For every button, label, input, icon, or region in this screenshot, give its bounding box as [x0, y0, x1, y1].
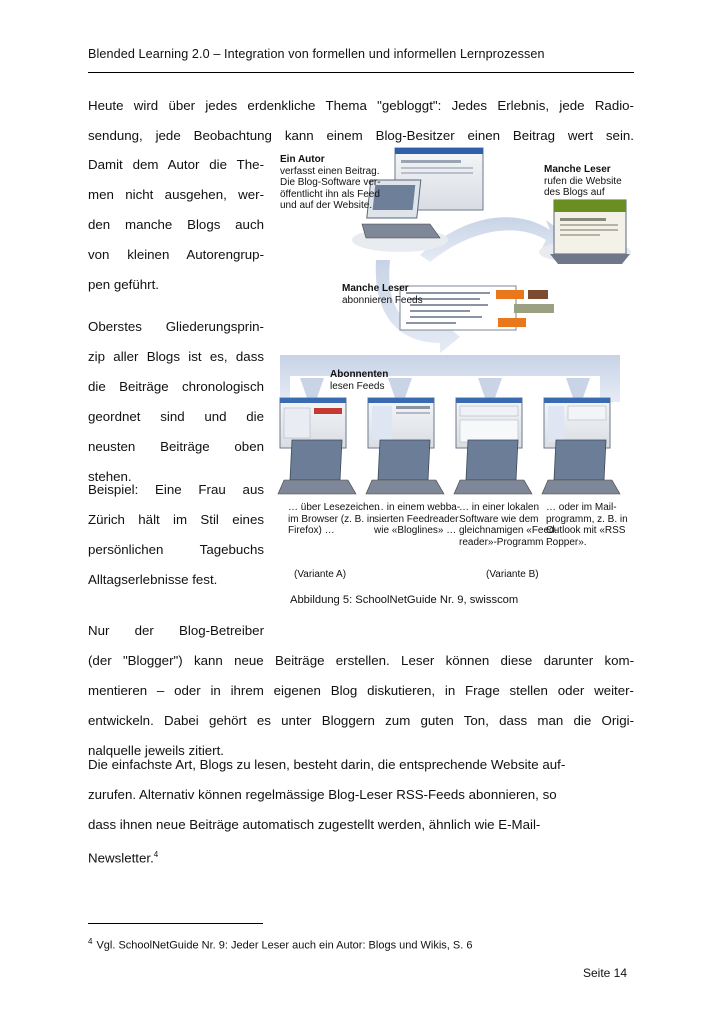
paragraph-beispiel: [88, 475, 264, 595]
label-line: des Blogs auf: [544, 187, 605, 198]
text-line: Oberstes Gliederungsprin-: [88, 319, 264, 334]
text-line: Alltagserlebnisse fest.: [88, 572, 218, 587]
label-variant-b: (Variante B): [486, 569, 539, 580]
text-line: geordnet sind und die: [88, 409, 264, 424]
label-line: Software wie dem: [459, 513, 539, 525]
label-line: rufen die Website: [544, 175, 622, 187]
label-line: Die Blog-Software ver-: [280, 177, 381, 188]
label-readers-website: [544, 164, 622, 199]
label-line: gleichnamigen «Feed-: [459, 525, 558, 536]
text-line: nalquelle jeweils zitiert.: [88, 743, 224, 758]
text-fragment: Newsletter.: [88, 850, 154, 866]
text-line: neusten Beiträge oben: [88, 439, 264, 454]
paragraph-blogger: [88, 646, 634, 766]
text-line: die Beiträge chronologisch: [88, 379, 264, 394]
label-variant-mail: [546, 502, 628, 548]
label-line: öffentlicht ihn als Feed: [280, 188, 380, 200]
paragraph-blogger-first-line: [88, 616, 264, 646]
text-line: men nicht ausgehen, wer-: [88, 187, 264, 202]
laptop-browser: [278, 398, 356, 494]
label-line: verfasst einen Beitrag.: [280, 165, 380, 177]
label-line: wie «Bloglines» …: [374, 525, 457, 536]
text-line: von kleinen Autorengrup-: [88, 247, 264, 262]
text-line: den manche Blogs auch: [88, 217, 264, 232]
label-readers-feeds: [342, 283, 423, 306]
figure-caption: Abbildung 5: SchoolNetGuide Nr. 9, swisscom: [290, 594, 519, 606]
newsgator-badge: [514, 304, 554, 313]
label-line: Outlook mit «RSS: [546, 525, 626, 536]
label-author-title: Ein Autor: [280, 154, 325, 165]
label-variant-local-feedreader: [459, 502, 558, 548]
xml-badge: [496, 290, 524, 299]
label-line: reader»-Programm …: [459, 536, 557, 548]
label-title: Manche Leser: [544, 164, 611, 175]
xml-badge: [498, 318, 526, 327]
blog-diagram-figure: [270, 140, 640, 580]
text-line: persönlichen Tagebuchs: [88, 542, 264, 557]
label-line: programm, z. B. in: [546, 513, 628, 525]
label-variant-a: (Variante A): [294, 569, 347, 580]
text-line: entwickeln. Dabei gehört es unter Bloggern zum guten Ton, dass man die Origi-: [88, 713, 634, 728]
paragraph-autorengruppen: [88, 150, 264, 300]
text-line: Nur der Blog-Betreiber: [88, 623, 264, 638]
label-line: … über Lesezeichen: [288, 502, 380, 513]
label-title: Manche Leser: [342, 283, 409, 294]
text-line: zurufen. Alternativ können regelmässige Blog-Leser RSS-Feeds abonnieren, so: [88, 787, 557, 802]
text-line: Damit dem Autor die The-: [88, 157, 264, 172]
footnote-reference[interactable]: 4: [153, 850, 159, 859]
text-line: zip aller Blogs ist es, dass: [88, 349, 264, 364]
footnote-number: 4: [88, 937, 93, 946]
text-line: Heute wird über jedes erdenkliche Thema "gebloggt": Jedes Erlebnis, jede Radio-: [88, 98, 634, 113]
label-line: Firefox) …: [288, 525, 335, 536]
label-line: abonnieren Feeds: [342, 294, 423, 306]
label-line: … in einem webba-: [374, 502, 461, 513]
text-line: Zürich hält im Stil eines: [88, 512, 264, 527]
text-line: Beispiel: Eine Frau aus: [88, 482, 264, 497]
text-line: [88, 840, 634, 870]
yahoo-badge: [528, 290, 548, 299]
text-line: stehen.: [88, 469, 132, 484]
label-line: … in einer lokalen: [459, 502, 540, 513]
text-line: mentieren – oder in ihrem eigenen Blog diskutieren, in Frage stellen oder weiter-: [88, 683, 634, 698]
label-title: Abonnenten: [330, 369, 389, 380]
running-header: Blended Learning 2.0 – Integration von formellen und informellen Lernprozessen: [88, 47, 545, 61]
label-line: im Browser (z. B. in: [288, 513, 375, 525]
label-line: Popper».: [546, 536, 587, 548]
header-rule: [88, 72, 634, 73]
label-line: … oder im Mail-: [546, 502, 617, 513]
text-line: sendung, jede Beobachtung kann einem Blog-Besitzer einen Beitrag wert sein.: [88, 128, 634, 143]
label-line: lesen Feeds: [330, 380, 385, 392]
text-line: Die einfachste Art, Blogs zu lesen, besteht darin, die entsprechende Website auf-: [88, 757, 566, 772]
laptop-mail-program: [542, 398, 620, 494]
text-line: pen geführt.: [88, 277, 159, 292]
footnote-text: Vgl. SchoolNetGuide Nr. 9: Jeder Leser auch ein Autor: Blogs und Wikis, S. 6: [96, 939, 473, 952]
footnote-rule: [88, 923, 263, 924]
paragraph-gliederungsprinzip: [88, 312, 264, 492]
label-line: und auf der Website.: [280, 200, 373, 211]
page-number: Seite 14: [583, 966, 628, 980]
label-variant-web-feedreader: [374, 502, 460, 537]
label-variant-browser: [288, 502, 380, 537]
label-line: sierten Feedreader: [374, 513, 459, 525]
footnote: [88, 937, 472, 952]
paragraph-blogs-lesen: [88, 750, 634, 870]
laptop-local-feedreader: [454, 398, 532, 494]
text-line: dass ihnen neue Beiträge automatisch zugestellt werden, ähnlich wie E-Mail-: [88, 817, 541, 832]
label-author: [280, 154, 381, 212]
text-line: (der "Blogger") kann neue Beiträge erstellen. Leser können diese darunter kom-: [88, 653, 634, 668]
laptop-web-feedreader: [366, 398, 444, 494]
label-subscribers: [330, 369, 388, 392]
feed-xml-box: [400, 286, 554, 330]
